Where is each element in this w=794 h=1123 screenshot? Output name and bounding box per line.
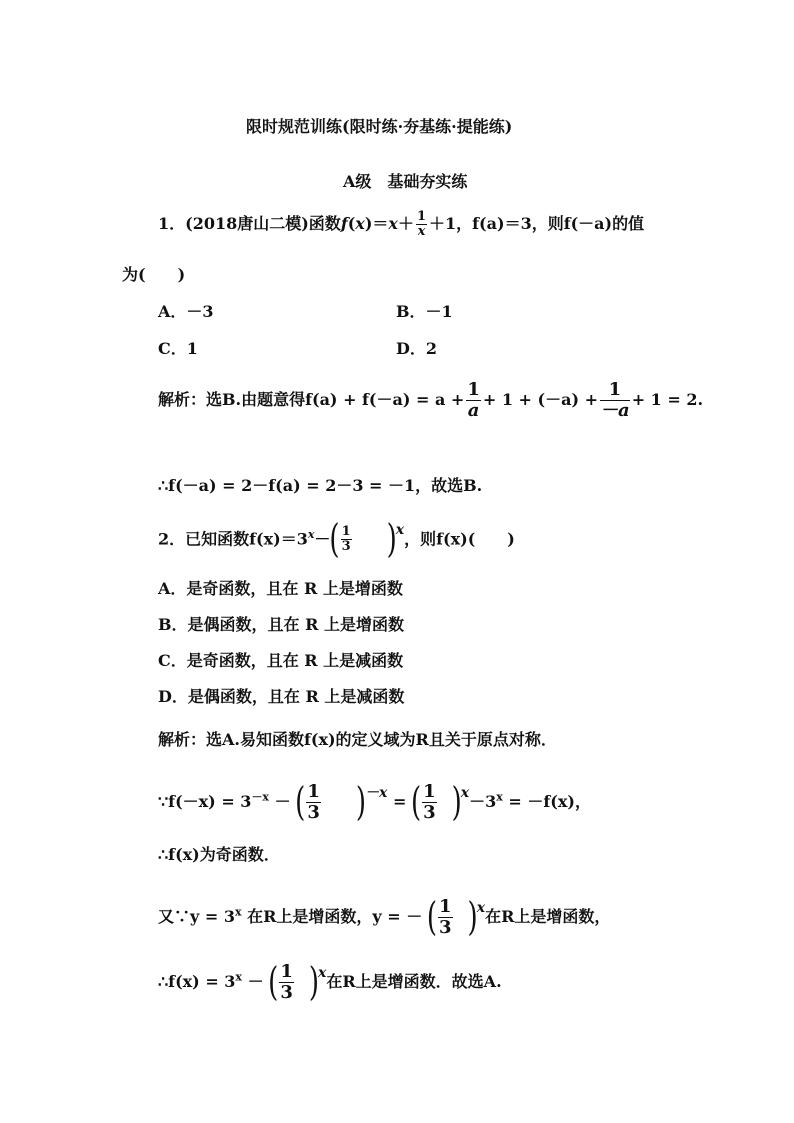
q2-sol4-a: 又∵y = 3 [158, 907, 235, 926]
q2-sol2-sup1: －x [251, 790, 269, 804]
q2-sol2-sup4: x [496, 790, 503, 804]
q1-solution-line1 [158, 380, 703, 421]
q2-option-d: D．是偶函数，且在 R 上是减函数 [158, 687, 405, 706]
q2-sol2-frac1-num: 1 [307, 781, 320, 802]
q1-sol-pre: 解析：选B.由题意得 [158, 390, 306, 409]
q2-sol4-frac [438, 897, 453, 938]
q2-frac-den: 3 [341, 539, 351, 555]
q1-plus1: ＋1， [429, 214, 473, 233]
q2-sol4-sup2: x [476, 900, 486, 916]
q1-option-a: A．－3 [158, 302, 214, 321]
q1-f-neg-a: f(－a) [563, 214, 613, 233]
q2-sol2-d: －3 [469, 792, 497, 811]
q1-sol-frac2-num: 1 [600, 380, 630, 401]
q2-stem-text: 2．已知函数 [158, 529, 250, 549]
q2-sol2-frac1 [306, 782, 321, 823]
q2-sol2-frac2-num: 1 [423, 781, 436, 802]
q2-sol5-frac-den: 3 [280, 982, 293, 1003]
q2-sol5-c: 在R上是增函数．故选A. [326, 972, 502, 991]
q1-stem: 1．(2018唐山二模)函数f(x)＝x＋ $\frac{1}{x}$ ＋1，f(a)＝3，则f(－a)的值 [158, 209, 645, 239]
q1-sol-frac2 [600, 380, 630, 421]
q1-x: x [355, 214, 365, 233]
q2-sol5-frac [279, 962, 294, 1003]
q1-sol-frac2-den: －a [600, 400, 630, 421]
q2-sol4-b: 在R上是增函数，y = － [247, 907, 423, 926]
q2-sol5-sup: x [235, 970, 242, 984]
q2-stem: 2．已知函数$f(x)=3^x-$( $\frac{1}{3}$ )x，则f(x)( ) [158, 517, 515, 563]
q2-sol2-sup3: x [460, 785, 470, 801]
q1-tail: 的值 [612, 214, 645, 233]
q2-paren: ( ) [467, 529, 515, 549]
q2-sol2-e: = －f(x)， [508, 792, 591, 811]
q1-solution-line2: ∴f(－a) = 2－f(a) = 2－3 = －1，故选B. [158, 476, 483, 495]
q2-sol2-a: ∵f(－x) = 3 [158, 792, 252, 811]
q2-fraction [341, 525, 352, 554]
q1-sol-frac1 [466, 380, 481, 421]
q2-minus: － [314, 529, 331, 549]
q2-fx: f(x)＝3 [249, 529, 308, 549]
q1-f: f [340, 214, 348, 233]
q2-option-c: C．是奇函数，且在 R 上是减函数 [158, 651, 404, 670]
q2-sup-x: x [307, 528, 315, 541]
q2-sol4-frac-den: 3 [439, 917, 452, 938]
q2-sol2-c: = [392, 792, 407, 811]
q2-solution-line3: ∴f(x)为奇函数． [158, 845, 280, 864]
section-heading: A级 基础夯实练 [343, 172, 468, 191]
q1-option-b: B．－1 [396, 302, 453, 321]
q2-frac-num: 1 [341, 524, 351, 540]
q1-frac-den: x [417, 224, 426, 239]
q2-sol4-c: 在R上是增函数， [485, 907, 611, 926]
q1-frac-num: 1 [416, 209, 427, 224]
q2-option-b: B．是偶函数，且在 R 上是增函数 [158, 615, 404, 634]
q2-sol2-frac2-den: 3 [423, 802, 436, 823]
q2-sol2-frac2 [422, 782, 437, 823]
page-title: 限时规范训练(限时练·夯基练·提能练) [246, 117, 513, 136]
q1-sol-mid2: + 1 + (－a) + [482, 390, 599, 409]
q2-sup-x2: x [395, 522, 405, 539]
q2-sol4-sup: x [234, 905, 242, 919]
q2-solution-line2: ∵f(－x) = $3^{-x}$ － ( $\frac{1}{3}$ )－x = ( $\frac{1}{3}$ )$x-3^x = -f(x)$， [158, 780, 591, 825]
q1-sol-mid: f(a) + f(－a) = a + [305, 390, 465, 409]
q1-stem-wrap: 为( ) [122, 265, 186, 284]
q2-tail: ，则 [404, 529, 437, 549]
q2-fx2: f(x) [436, 529, 468, 549]
q1-stem-text: 1．(2018唐山二模)函数 [158, 214, 341, 233]
q1-sol-frac1-num: 1 [467, 379, 480, 400]
q2-solution-line1: 解析：选A.易知函数f(x)的定义域为R且关于原点对称． [158, 730, 557, 749]
q1-sol-end: + 1 = 2. [631, 390, 704, 409]
q1-sol-frac1-den: a [467, 400, 480, 421]
q2-sol5-a: ∴f(x) = 3 [158, 972, 236, 991]
q2-sol2-b: － [274, 792, 291, 811]
q2-sol5-frac-num: 1 [280, 961, 293, 982]
q2-sol5-b: － [247, 972, 264, 991]
q1-eq: ＝ [372, 214, 389, 233]
q1-option-c: C．1 [158, 339, 198, 358]
q2-solution-line5: ∴f(x) = $3^x$ － ( $\frac{1}{3}$ )x在R上是增函数．故选A. [158, 960, 502, 1005]
q2-option-a: A．是奇函数，且在 R 上是增函数 [158, 579, 403, 598]
q2-sol2-frac1-den: 3 [307, 802, 320, 823]
q2-sol2-sup2: －x [365, 785, 388, 801]
q1-fraction [416, 210, 427, 239]
q2-sol4-frac-num: 1 [439, 896, 452, 917]
q2-solution-line4: 又∵y = $3^x$ 在R上是增函数，y = － ( $\frac{1}{3}$ )x在R上是增函数， [158, 895, 611, 940]
q2-sol5-sup2: x [318, 965, 327, 981]
q1-option-d: D．2 [396, 339, 438, 358]
q1-fa: f(a)＝3，则 [472, 214, 564, 233]
